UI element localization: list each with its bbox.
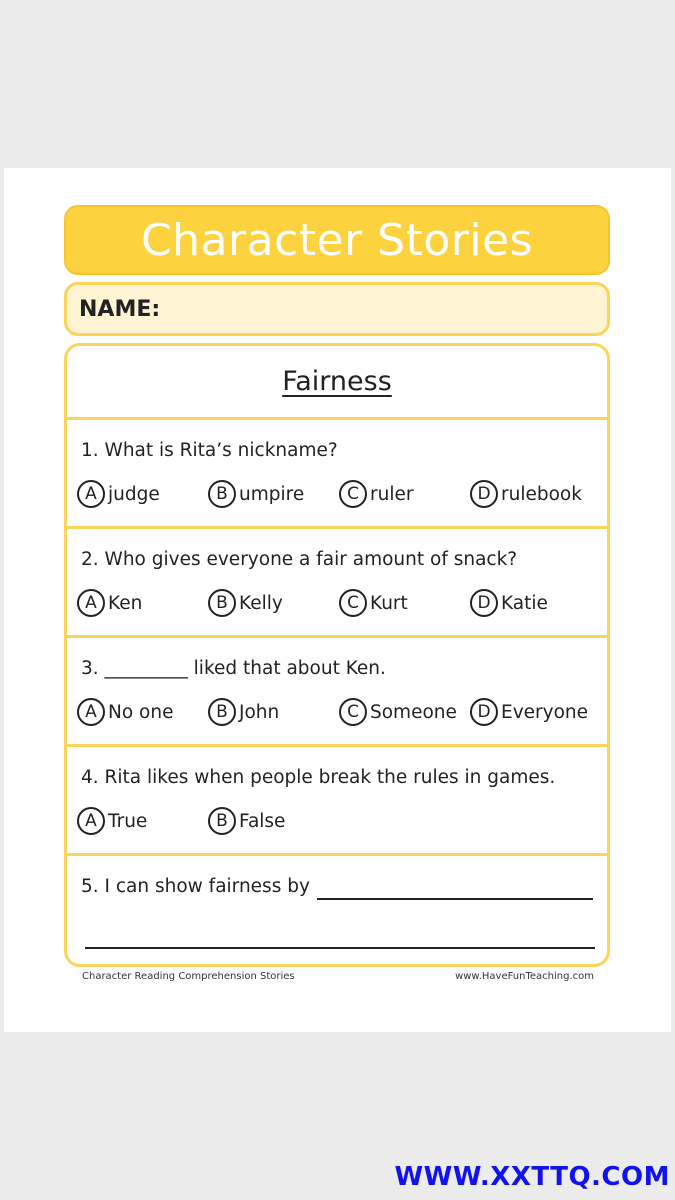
option-text: Someone (370, 701, 457, 723)
watermark-text: WWW.XXTTQ.COM (394, 1162, 670, 1192)
answer-option-d (470, 698, 588, 726)
option-text: Katie (501, 592, 548, 614)
footer-right-text: www.HaveFunTeaching.com (455, 971, 594, 982)
option-circle: D (470, 480, 498, 508)
answer-option-a (77, 807, 147, 835)
option-text: umpire (239, 483, 305, 505)
question-3 (67, 638, 607, 747)
name-label: NAME: (79, 296, 161, 322)
answer-option-c (339, 589, 408, 617)
answer-option-c (339, 480, 413, 508)
answer-option-a (77, 698, 173, 726)
question-text: 2. Who gives everyone a fair amount of snack? (81, 549, 518, 570)
option-circle: A (77, 480, 105, 508)
option-circle: A (77, 807, 105, 835)
answer-option-b (208, 807, 285, 835)
option-circle: C (339, 589, 367, 617)
answer-blank-line (85, 947, 595, 949)
answer-options (77, 589, 607, 625)
answer-options (77, 698, 607, 734)
question-text: 4. Rita likes when people break the rules in games. (81, 767, 556, 788)
option-circle: B (208, 698, 236, 726)
question-text: 1. What is Rita’s nickname? (81, 440, 338, 461)
worksheet-page (4, 168, 671, 1032)
answer-blank-line (317, 898, 593, 900)
option-circle: C (339, 698, 367, 726)
option-circle: A (77, 698, 105, 726)
option-circle: A (77, 589, 105, 617)
story-title: Fairness (282, 366, 392, 397)
option-text: John (239, 701, 280, 723)
questions-box (64, 343, 610, 967)
option-text: judge (108, 483, 160, 505)
question-5 (67, 856, 607, 963)
option-text: Kelly (239, 592, 283, 614)
question-1 (67, 420, 607, 529)
footer-left-text: Character Reading Comprehension Stories (82, 971, 295, 982)
question-2 (67, 529, 607, 638)
answer-option-b (208, 480, 304, 508)
option-circle: D (470, 589, 498, 617)
question-text: 5. I can show fairness by (81, 876, 310, 897)
answer-option-a (77, 480, 160, 508)
option-circle: B (208, 589, 236, 617)
answer-option-b (208, 589, 283, 617)
option-circle: B (208, 480, 236, 508)
answer-option-d (470, 589, 548, 617)
option-text: ruler (370, 483, 414, 505)
option-text: Kurt (370, 592, 408, 614)
answer-option-a (77, 589, 142, 617)
option-circle: B (208, 807, 236, 835)
option-text: rulebook (501, 483, 582, 505)
page-footer (82, 971, 594, 982)
option-text: Everyone (501, 701, 588, 723)
option-circle: C (339, 480, 367, 508)
story-title-row (67, 346, 607, 420)
worksheet-title: Character Stories (140, 214, 534, 266)
option-circle: D (470, 698, 498, 726)
option-text: False (239, 810, 286, 832)
question-text: 3. _________ liked that about Ken. (81, 658, 386, 679)
question-4 (67, 747, 607, 856)
name-field (64, 282, 610, 336)
answer-option-d (470, 480, 582, 508)
option-text: True (108, 810, 148, 832)
answer-option-b (208, 698, 279, 726)
answer-option-c (339, 698, 457, 726)
option-text: No one (108, 701, 174, 723)
option-text: Ken (108, 592, 143, 614)
title-banner (64, 205, 610, 275)
answer-options (77, 480, 607, 516)
answer-options (77, 807, 607, 843)
